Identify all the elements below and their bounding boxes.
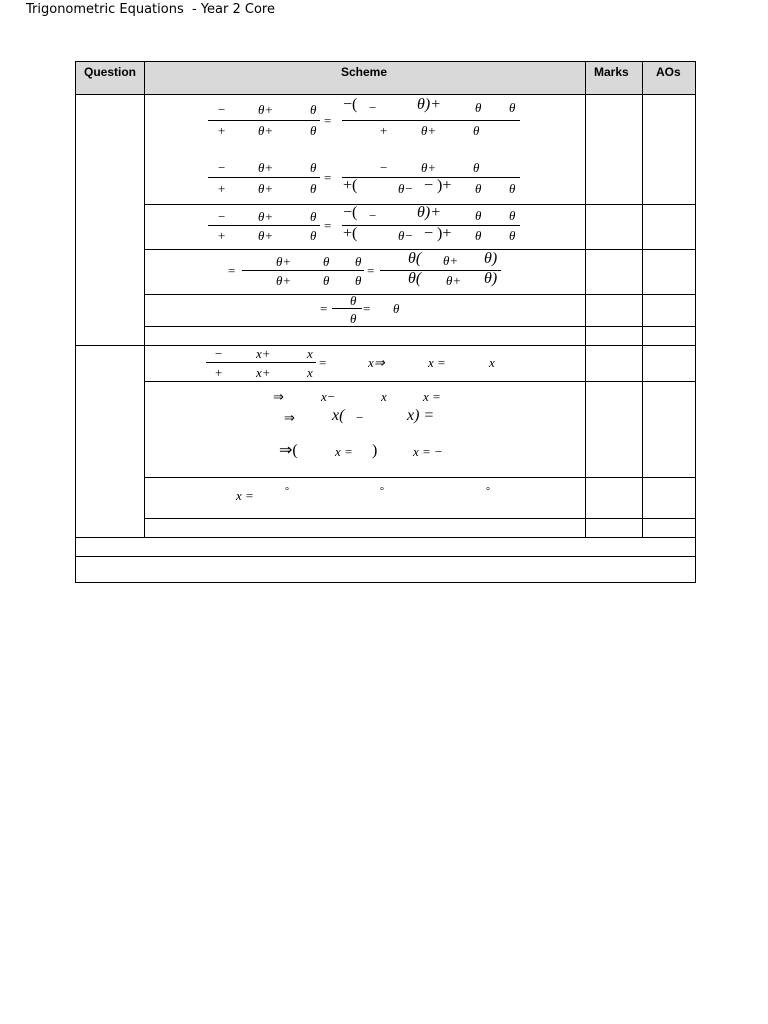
math-glyph: θ+ — [258, 228, 274, 243]
math-glyph: θ — [310, 181, 317, 196]
header-marks: Marks — [594, 65, 629, 79]
math-glyph: θ — [473, 123, 480, 138]
fraction-bar — [208, 120, 320, 121]
fraction-bar — [208, 177, 320, 178]
math-glyph: θ — [310, 228, 317, 243]
math-glyph: θ) — [484, 250, 498, 267]
header-question: Question — [84, 65, 137, 79]
math-glyph: θ — [350, 311, 357, 326]
math-glyph: θ — [310, 123, 317, 138]
math-glyph: x) = — [407, 407, 435, 424]
math-glyph: − — [218, 209, 226, 224]
math-glyph: x = — [236, 488, 254, 503]
math-glyph: x( — [332, 407, 345, 424]
math-glyph: −( — [343, 96, 358, 113]
math-glyph: − — [218, 102, 226, 117]
math-glyph: θ+ — [421, 160, 437, 175]
document-title: Trigonometric Equations - Year 2 Core — [26, 2, 275, 17]
math-glyph: x — [381, 389, 387, 404]
row-divider — [144, 381, 695, 382]
math-glyph: θ+ — [258, 209, 274, 224]
math-glyph: θ− — [398, 181, 414, 196]
math-glyph: − )+ — [424, 225, 452, 242]
math-glyph: θ — [323, 273, 330, 288]
math-glyph: + — [218, 181, 226, 196]
math-glyph: − — [369, 208, 377, 223]
fraction-bar — [380, 270, 501, 271]
math-glyph: = — [324, 170, 332, 185]
math-glyph: θ+ — [446, 273, 462, 288]
math-glyph: = — [319, 355, 327, 370]
header-aos: AOs — [656, 65, 681, 79]
math-glyph: ⇒ — [273, 389, 284, 404]
row-divider — [76, 556, 695, 557]
math-glyph: = — [320, 301, 328, 316]
math-glyph: θ+ — [443, 253, 459, 268]
math-glyph: x — [489, 355, 495, 370]
math-glyph: = — [228, 263, 236, 278]
fraction-bar — [242, 270, 364, 271]
math-glyph: x = − — [413, 444, 443, 459]
math-glyph: x — [307, 346, 313, 361]
math-glyph: θ — [475, 228, 482, 243]
math-glyph: θ( — [408, 270, 422, 287]
math-glyph: θ)+ — [417, 96, 441, 113]
fraction-bar — [206, 362, 316, 363]
row-divider — [144, 326, 695, 327]
degree-symbol: ° — [486, 486, 490, 497]
column-divider — [585, 62, 586, 537]
math-glyph: θ+ — [258, 102, 274, 117]
math-glyph: +( — [343, 225, 358, 242]
math-glyph: = — [324, 218, 332, 233]
math-glyph: θ — [475, 181, 482, 196]
math-glyph: + — [218, 123, 226, 138]
math-glyph: x = — [335, 444, 353, 459]
row-divider — [144, 518, 695, 519]
row-divider — [76, 345, 695, 346]
math-glyph: θ — [509, 228, 516, 243]
math-glyph: x− — [321, 389, 336, 404]
math-glyph: θ — [509, 208, 516, 223]
math-glyph: − )+ — [424, 177, 452, 194]
math-glyph: θ — [310, 209, 317, 224]
fraction-bar — [208, 225, 320, 226]
math-glyph: θ) — [484, 270, 498, 287]
math-glyph: θ+ — [258, 181, 274, 196]
math-glyph: − — [356, 410, 364, 425]
math-glyph: = — [324, 113, 332, 128]
math-glyph: θ — [393, 301, 400, 316]
math-glyph: x — [307, 365, 313, 380]
math-glyph: − — [380, 160, 388, 175]
math-glyph: + — [380, 123, 388, 138]
math-glyph: θ — [310, 160, 317, 175]
math-glyph: ⇒( — [279, 442, 298, 459]
math-glyph: x+ — [256, 346, 271, 361]
math-glyph: x+ — [256, 365, 271, 380]
math-glyph: θ — [475, 100, 482, 115]
math-glyph: θ — [355, 254, 362, 269]
header-scheme: Scheme — [341, 65, 388, 79]
math-glyph: + — [215, 365, 223, 380]
math-glyph: θ+ — [421, 123, 437, 138]
math-glyph: θ− — [398, 228, 414, 243]
math-glyph: θ+ — [276, 273, 292, 288]
degree-symbol: ° — [285, 486, 289, 497]
math-glyph: θ — [509, 181, 516, 196]
math-glyph: θ+ — [258, 160, 274, 175]
row-divider — [144, 477, 695, 478]
row-divider — [144, 294, 695, 295]
math-glyph: − — [369, 100, 377, 115]
math-glyph: θ — [475, 208, 482, 223]
math-glyph: θ+ — [276, 254, 292, 269]
math-glyph: −( — [343, 204, 358, 221]
math-glyph: θ — [355, 273, 362, 288]
math-glyph: = — [367, 263, 375, 278]
column-divider — [144, 62, 145, 537]
math-glyph: x = — [428, 355, 446, 370]
fraction-bar — [332, 308, 362, 309]
math-glyph: +( — [343, 177, 358, 194]
math-glyph: θ)+ — [417, 204, 441, 221]
math-glyph: = — [363, 301, 371, 316]
row-divider — [76, 537, 695, 538]
mark-scheme-table — [75, 61, 696, 583]
degree-symbol: ° — [380, 486, 384, 497]
math-glyph: θ — [350, 293, 357, 308]
fraction-bar — [342, 120, 520, 121]
math-glyph: θ — [509, 100, 516, 115]
math-glyph: θ — [473, 160, 480, 175]
math-glyph: − — [215, 346, 223, 361]
math-glyph: θ+ — [258, 123, 274, 138]
math-glyph: − — [218, 160, 226, 175]
math-glyph: x⇒ — [368, 355, 385, 370]
math-glyph: θ( — [408, 250, 422, 267]
math-glyph: + — [218, 228, 226, 243]
math-glyph: x = — [423, 389, 441, 404]
math-glyph: θ — [323, 254, 330, 269]
math-glyph: ⇒ — [284, 410, 295, 425]
column-divider — [642, 62, 643, 537]
math-glyph: ) — [372, 442, 378, 459]
math-glyph: θ — [310, 102, 317, 117]
